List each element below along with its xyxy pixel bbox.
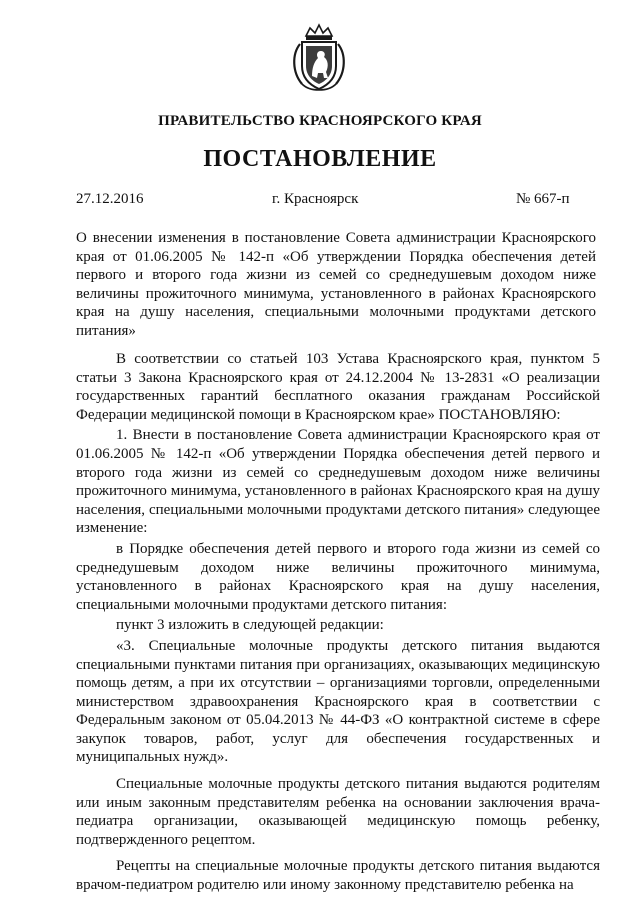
document-subject: О внесении изменения в постановление Совета администрации Красноярского края от 01.06.2005 № 142-п «Об утверждении Порядка обеспечения детей первого и второго года жизни из семей со среднедушевым доходом ниже величины прожиточного минимума, установленного в районах Красноярского края на душу населения, специальными молочными продуктами детского питания» [76, 230, 596, 339]
document-type-title: ПОСТАНОВЛЕНИЕ [203, 146, 437, 172]
organization-title: ПРАВИТЕЛЬСТВО КРАСНОЯРСКОГО КРАЯ [158, 113, 482, 129]
document-body [76, 350, 600, 899]
paragraph: в Порядке обеспечения детей первого и второго года жизни из семей со среднедушевым доходом ниже величины прожиточного минимума, установленного в районах Красноярского края на душу населения, специальными молочными продуктами детского питания: [76, 540, 600, 613]
paragraph: 1. Внести в постановление Совета администрации Красноярского края от 01.06.2005 № 142-п «Об утверждении Порядка обеспечения детей первого и второго года жизни из семей со среднедушевым доходом ниже величины прожиточного минимума, установленного в районах Красноярского края на душу населения, специальными молочными продуктами детского питания» следующее изменение: [76, 427, 600, 537]
paragraph: Специальные молочные продукты детского питания выдаются родителям или иным законным представителям ребенка на основании заключения врача-педиатра организации, оказывающей медицинскую помощь ребенку, подтвержденного рецептом. [76, 776, 600, 848]
paragraph: «3. Специальные молочные продукты детского питания выдаются специальными пунктами питания при организациях, оказывающих медицинскую помощь детям, а при их отсутствии – организациями торговли, определенными министерством здравоохранения Красноярского края в соответствии с Федеральным законом от 05.04.2013 № 44-ФЗ «О контрактной системе в сфере закупок товаров, работ, услуг для обеспечения государственных и муниципальных нужд». [76, 637, 600, 766]
paragraph: В соответствии со статьей 103 Устава Красноярского края, пунктом 5 статьи 3 Закона Красноярского края от 24.12.2004 № 13-2831 «О реализации государственных гарантий бесплатного оказания гражданам Российской Федерации медицинской помощи в Красноярском крае» ПОСТАНОВЛЯЮ: [76, 351, 600, 423]
document-city: г. Красноярск [272, 191, 359, 207]
krasnoyarsk-coat-of-arms-icon [288, 22, 350, 94]
document-number: № 667-п [516, 191, 570, 207]
paragraph: Рецепты на специальные молочные продукты детского питания выдаются врачом-педиатром родителю или иному законному представителю ребенка на [76, 858, 600, 894]
paragraph: пункт 3 изложить в следующей редакции: [116, 617, 384, 634]
document-date: 27.12.2016 [76, 191, 144, 207]
